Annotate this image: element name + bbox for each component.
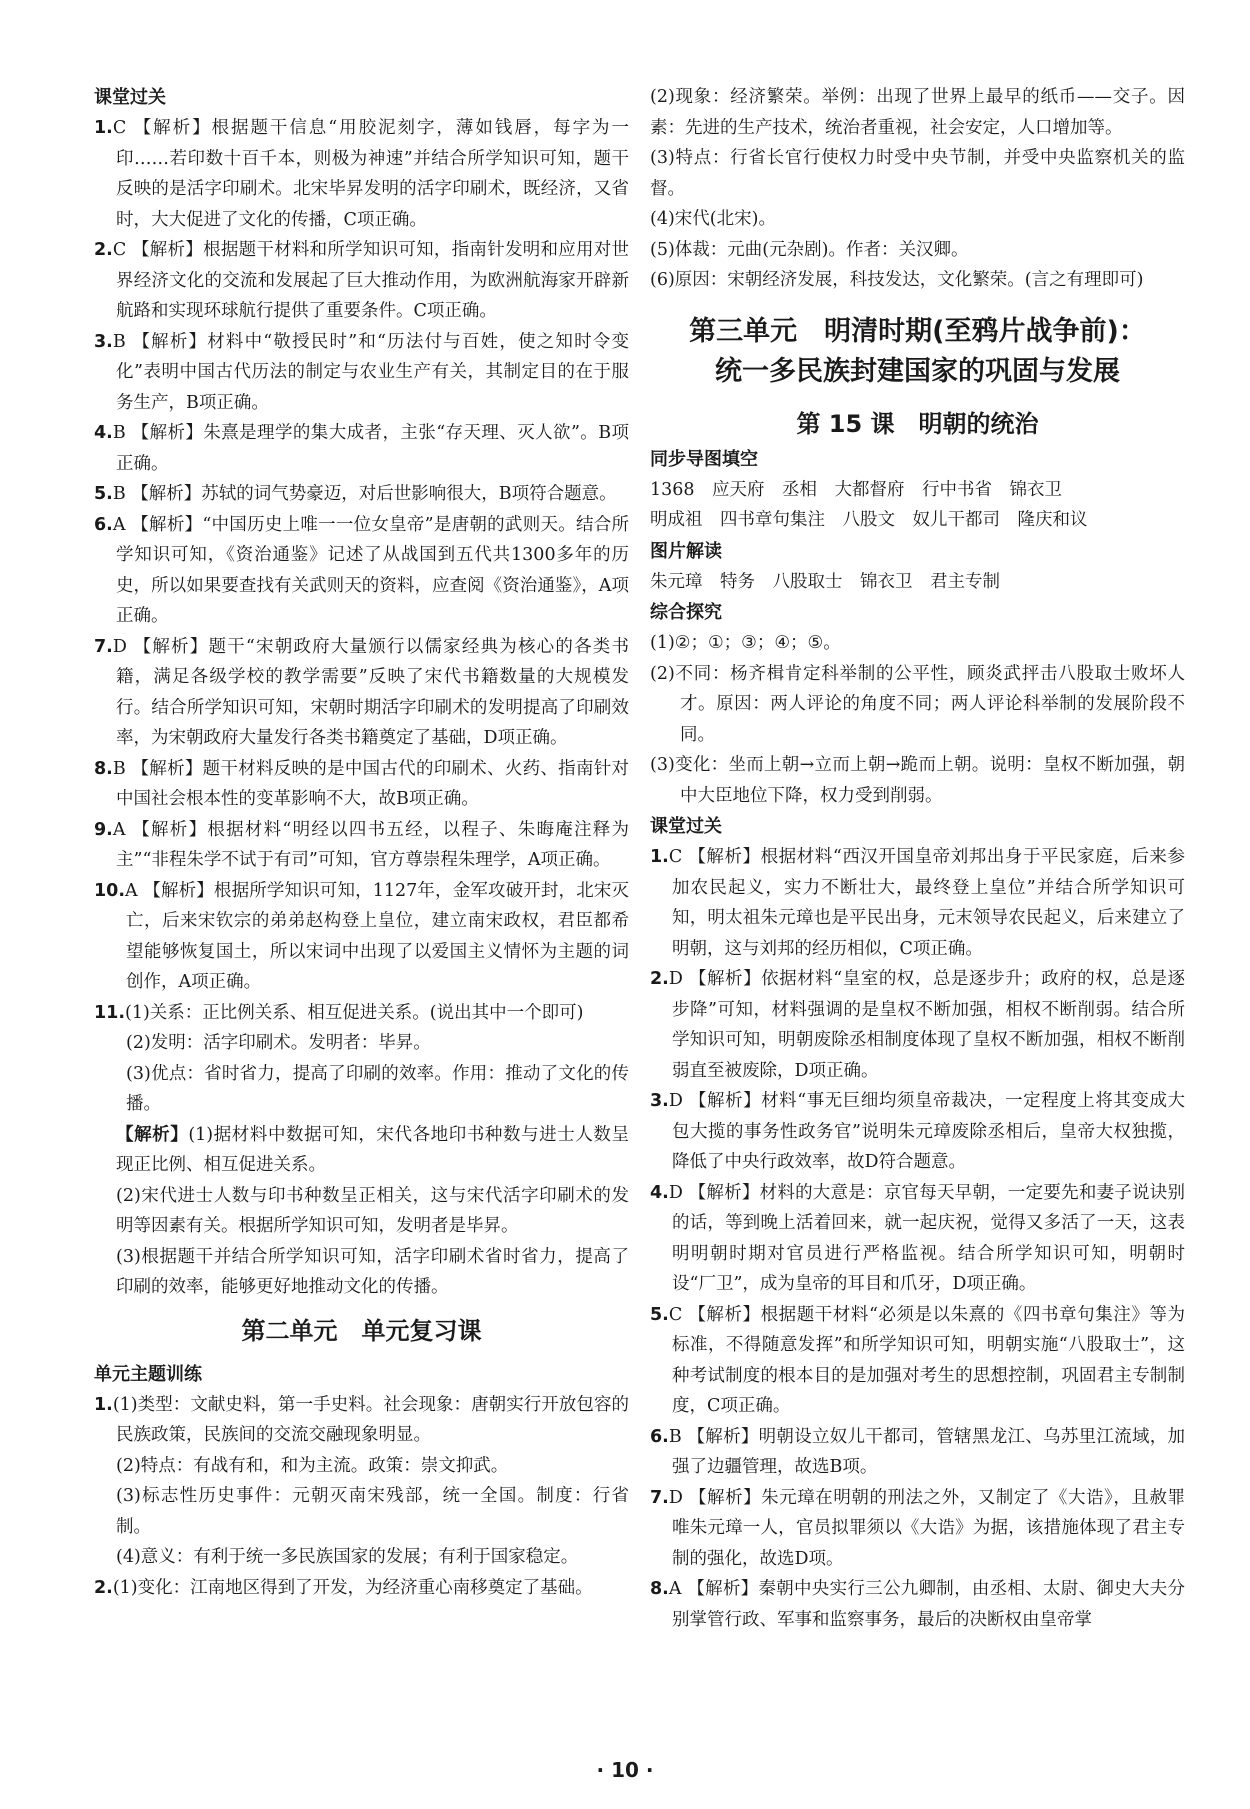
- item-number: 1.: [94, 1394, 113, 1415]
- left-column: [94, 82, 629, 1603]
- explore-answer-1: (1)②；①；③；④；⑤。: [650, 633, 841, 653]
- item-text: A 【解析】“中国历史上唯一一位女皇帝”是唐朝的武则天。结合所学知识可知，《资治通鉴》记述了从战国到五代共1300多年的历史，所以如果要查找有关武则天的资料，应查阅《资治通鉴》，A项正确。: [112, 514, 629, 626]
- item-number: 3.: [94, 331, 113, 352]
- item-text: (1)关系：正比例关系、相互促进关系。(说出其中一个即可): [125, 1002, 584, 1023]
- item-text: B 【解析】题干材料反映的是中国古代的印刷术、火药、指南针对中国社会根本性的变革影响不大，故B项正确。: [112, 758, 629, 809]
- item-number: 2.: [94, 1577, 113, 1598]
- item-text: D 【解析】材料的大意是：京官每天早朝，一定要先和妻子说诀别的话，等到晚上活着回来，就一起庆祝，觉得又多活了一天，这表明明朝时期对官员进行严格监视。结合所学知识可知，明朝时设“厂卫”，成为皇帝的耳目和爪牙，D项正确。: [668, 1182, 1185, 1294]
- item-number: 8.: [650, 1579, 669, 1599]
- answer-item-3: [650, 1086, 1185, 1178]
- item-number: 4.: [650, 1182, 669, 1203]
- item-number: 1.: [650, 847, 669, 867]
- sub-answer: (4)意义：有利于统一多民族国家的发展；有利于国家稳定。: [116, 1547, 579, 1567]
- explore-answer-3: (3)变化：坐而上朝→立而上朝→跪而上朝。说明：皇权不断加强，朝中大臣地位下降，权力受到削弱。: [650, 755, 1185, 806]
- analysis-text: (1)据材料中数据可知，宋代各地印书种数与进士人数呈现正比例、相互促进关系。: [116, 1124, 629, 1175]
- item-text: D 【解析】依据材料“皇室的权，总是逐步升；政府的权，总是逐步降”可知，材料强调的是皇权不断加强，相权不断削弱。结合所学知识可知，明朝废除丞相制度体现了皇权不断加强，相权不断削弱直至被废除，D项正确。: [668, 969, 1185, 1081]
- item-number: 4.: [94, 423, 113, 443]
- unit-3-title-line-2: 统一多民族封建国家的巩固与发展: [715, 355, 1120, 387]
- analysis-text: (3)根据题干并结合所学知识可知，活字印刷术省时省力，提高了印刷的效率，能够更好地推动文化的传播。: [116, 1246, 629, 1297]
- answer-item-9: [94, 815, 629, 876]
- answer-item-8: [650, 1574, 1185, 1635]
- sub-answer: (6)原因：宋朝经济发展，科技发达，文化繁荣。(言之有理即可): [650, 270, 1144, 290]
- answer-item-7: [650, 1483, 1185, 1575]
- unit-answer-2: [94, 1573, 629, 1604]
- item-text: (1)类型：文献史料，第一手史料。社会现象：唐朝实行开放包容的民族政策，民族间的交流交融现象明显。: [112, 1394, 629, 1445]
- sub-answer: (3)特点：行省长官行使权力时受中央节制，并受中央监察机关的监督。: [650, 148, 1185, 199]
- item-text: C 【解析】根据材料“西汉开国皇帝刘邦出身于平民家庭，后来参加农民起义，实力不断壮大，最终登上皇位”并结合所学知识可知，明太祖朱元璋也是平民出身，元末领导农民起义，后来建立了明朝，这与刘邦的经历相似，C项正确。: [668, 847, 1185, 959]
- sub-answer: (5)体裁：元曲(元杂剧)。作者：关汉卿。: [650, 239, 969, 260]
- item-number: 1.: [94, 118, 113, 138]
- answer-item-5: [650, 1300, 1185, 1422]
- item-text: B 【解析】明朝设立奴儿干都司，管辖黑龙江、乌苏里江流域，加强了边疆管理，故选B项。: [668, 1426, 1185, 1477]
- answer-item-10: [94, 876, 629, 998]
- item-text: A 【解析】根据材料“明经以四书五经，以程子、朱晦庵注释为主”“非程朱学不试于有司”可知，官方尊崇程朱理学，A项正确。: [112, 819, 629, 870]
- item-text: A 【解析】秦朝中央实行三公九卿制，由丞相、太尉、御史大夫分别掌管行政、军事和监察事务，最后的决断权由皇帝掌: [668, 1579, 1185, 1630]
- explore-answer-2: (2)不同：杨齐楫肯定科举制的公平性，顾炎武抨击八股取士败坏人才。原因：两人评论的角度不同；两人评论科举制的发展阶段不同。: [650, 663, 1185, 745]
- section-heading-class-check: 课堂过关: [94, 87, 166, 108]
- analysis-text: (2)宋代进士人数与印书种数呈正相关，这与宋代活字印刷术的发明等因素有关。根据所学知识可知，发明者是毕昇。: [116, 1185, 629, 1236]
- sub-answer: (2)发明：活字印刷术。发明者：毕昇。: [126, 1033, 431, 1053]
- answer-item-1: [650, 842, 1185, 964]
- section-heading-picture-reading: 图片解读: [650, 540, 722, 562]
- section-heading-class-check: 课堂过关: [650, 816, 722, 837]
- sub-answer: (4)宋代(北宋)。: [650, 209, 776, 229]
- answer-item-4: [650, 1178, 1185, 1300]
- item-text: (1)变化：江南地区得到了开发，为经济重心南移奠定了基础。: [112, 1577, 593, 1598]
- item-number: 2.: [650, 969, 669, 989]
- unit-answer-1: [94, 1390, 629, 1451]
- answer-item-8: [94, 754, 629, 815]
- answer-item-6: [650, 1422, 1185, 1483]
- sync-answer-row: 1368 应天府 丞相 大都督府 行中书省 锦衣卫: [650, 479, 1063, 500]
- item-number: 3.: [650, 1091, 669, 1111]
- answer-item-11: [94, 998, 629, 1029]
- item-number: 5.: [650, 1304, 669, 1325]
- item-number: 6.: [94, 514, 113, 535]
- section-heading-sync-map: 同步导图填空: [650, 448, 758, 470]
- item-text: B 【解析】材料中“敬授民时”和“历法付与百姓，使之知时令变化”表明中国古代历法的制定与农业生产有关，其制定目的在于服务生产，B项正确。: [112, 331, 629, 413]
- sub-answer: (3)标志性历史事件：元朝灭南宋残部，统一全国。制度：行省制。: [116, 1486, 629, 1537]
- answer-item-3: [94, 327, 629, 419]
- item-text: B 【解析】朱熹是理学的集大成者，主张“存天理、灭人欲”。B项正确。: [112, 423, 629, 474]
- analysis-block: [94, 1120, 629, 1181]
- item-text: B 【解析】苏轼的词气势豪迈，对后世影响很大，B项符合题意。: [112, 484, 617, 504]
- item-text: A 【解析】根据所学知识可知，1127年，金军攻破开封，北宋灭亡，后来宋钦宗的弟弟赵构登上皇位，建立南宋政权，君臣都希望能够恢复国土，所以宋词中出现了以爱国主义情怀为主题的词创作，A项正确。: [125, 880, 629, 992]
- item-text: D 【解析】题干“宋朝政府大量颁行以儒家经典为核心的各类书籍，满足各级学校的教学需要”反映了宋代书籍数量的大规模发行。结合所学知识可知，宋朝时期活字印刷术的发明提高了印刷效率，为宋朝政府大量发行各类书籍奠定了基础，D项正确。: [112, 636, 629, 748]
- item-number: 2.: [94, 240, 113, 260]
- item-text: C 【解析】根据题干材料“必须是以朱熹的《四书章句集注》等为标准，不得随意发挥”和所学知识可知，明朝实施“八股取士”，这种考试制度的根本目的是加强对考生的思想控制，巩固君主专制制度，C项正确。: [668, 1304, 1185, 1416]
- item-number: 8.: [94, 758, 113, 779]
- item-text: D 【解析】材料“事无巨细均须皇帝裁决，一定程度上将其变成大包大揽的事务性政务官”说明朱元璋废除丞相后，皇帝大权独揽，降低了中央行政效率，故D符合题意。: [668, 1091, 1185, 1172]
- section-heading-unit-training: 单元主题训练: [94, 1363, 202, 1385]
- answer-item-7: [94, 632, 629, 754]
- item-number: 11.: [94, 1002, 126, 1023]
- item-text: C 【解析】根据题干材料和所学知识可知，指南针发明和应用对世界经济文化的交流和发展起了巨大推动作用，为欧洲航海家开辟新航路和实现环球航行提供了重要条件。C项正确。: [112, 240, 629, 321]
- picture-answer-row: 朱元璋 特务 八股取士 锦衣卫 君主专制: [650, 571, 1000, 592]
- item-number: 7.: [94, 636, 113, 657]
- analysis-label: 【解析】: [116, 1124, 189, 1145]
- lesson-15-title: 第 15 课 明朝的统治: [796, 409, 1039, 438]
- item-number: 5.: [94, 484, 113, 504]
- section-heading-comprehensive: 综合探究: [650, 602, 722, 623]
- answer-item-4: [94, 418, 629, 479]
- unit-2-review-title: 第二单元 单元复习课: [241, 1316, 482, 1345]
- page-number: · 10 ·: [596, 1758, 654, 1782]
- answer-item-5: [94, 479, 629, 510]
- item-number: 10.: [94, 880, 126, 901]
- item-text: C 【解析】根据题干信息“用胶泥刻字，薄如钱唇，每字为一印……若印数十百千本，则极为神速”并结合所学知识可知，题干反映的是活字印刷术。北宋毕昇发明的活字印刷术，既经济，又省时，大大促进了文化的传播，C项正确。: [112, 118, 629, 230]
- answer-item-2: [650, 964, 1185, 1086]
- unit-3-title-line-1: 第三单元 明清时期(至鸦片战争前)：: [689, 315, 1146, 347]
- answer-item-6: [94, 510, 629, 632]
- sync-answer-row: 明成祖 四书章句集注 八股文 奴儿干都司 隆庆和议: [650, 510, 1088, 530]
- sub-answer: (3)优点：省时省力，提高了印刷的效率。作用：推动了文化的传播。: [126, 1063, 629, 1114]
- item-number: 6.: [650, 1426, 669, 1447]
- item-text: D 【解析】朱元璋在明朝的刑法之外，又制定了《大诰》，且赦罪唯朱元璋一人，官员拟罪须以《大诰》为据，该措施体现了君主专制的强化，故选D项。: [668, 1487, 1185, 1569]
- item-number: 7.: [650, 1487, 669, 1508]
- answer-item-2: [94, 235, 629, 327]
- sub-answer: (2)现象：经济繁荣。举例：出现了世界上最早的纸币——交子。因素：先进的生产技术，统治者重视，社会安定，人口增加等。: [650, 87, 1185, 138]
- item-number: 9.: [94, 819, 113, 840]
- answer-item-1: [94, 113, 629, 235]
- sub-answer: (2)特点：有战有和，和为主流。政策：崇文抑武。: [116, 1455, 509, 1476]
- right-column: [650, 82, 1185, 1635]
